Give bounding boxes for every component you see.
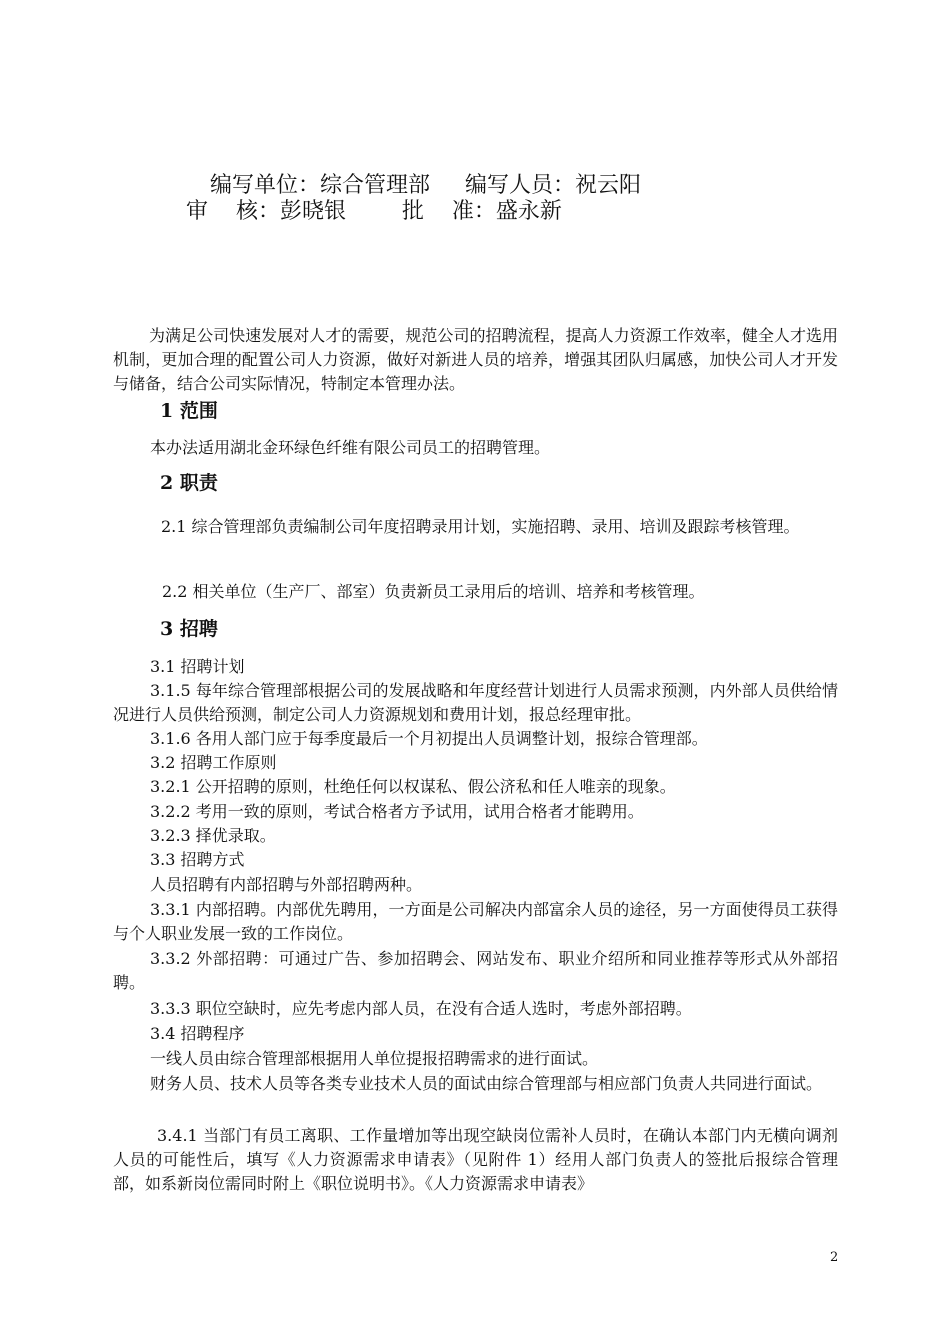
section-3-2-2-paragraph: 3.2.2 考用一致的原则，考试合格者方予试用，试用合格者才能聘用。 [150, 802, 644, 821]
section-2-2-paragraph: 2.2 相关单位（生产厂、部室）负责新员工录用后的培训、培养和考核管理。 [162, 582, 705, 601]
section-3-4-1-paragraph: 3.4.1 当部门有员工离职、工作量增加等出现空缺岗位需补人员时，在确认本部门内无横向调剂人员的可能性后，填写《人力资源需求申请表》（见附件 1）经用人部门负责人的签批后报综合管理部，如系新岗位需同时附上《职位说明书》。《人力资源需求申请表》 [113, 1126, 838, 1193]
section-3-2-title: 3.2 招聘工作原则 [150, 753, 277, 772]
section-1-body: 本办法适用湖北金环绿色纤维有限公司员工的招聘管理。 [150, 438, 551, 457]
section-3-heading: 3 招聘 [160, 618, 218, 640]
section-2-1-paragraph: 2.1 综合管理部负责编制公司年度招聘录用计划，实施招聘、录用、培训及跟踪考核管理。 [161, 517, 800, 536]
section-3-3-3-paragraph: 3.3.3 职位空缺时，应先考虑内部人员，在没有合适人选时，考虑外部招聘。 [150, 999, 692, 1018]
section-3-1-6-paragraph: 3.1.6 各用人部门应于每季度最后一个月初提出人员调整计划，报综合管理部。 [150, 729, 708, 748]
section-3-3-2-paragraph: 3.3.2 外部招聘：可通过广告、参加招聘会、网站发布、职业介绍所和同业推荐等形式从外部招聘。 [113, 949, 838, 992]
section-3-3-intro: 人员招聘有内部招聘与外部招聘两种。 [150, 875, 423, 894]
header-author-line: 编写单位：综合管理部 编写人员：祝云阳 [210, 173, 641, 198]
section-2-heading: 2 职责 [160, 472, 218, 494]
section-3-4-title: 3.4 招聘程序 [150, 1024, 245, 1043]
section-1-heading: 1 范围 [160, 400, 218, 422]
section-3-3-title: 3.3 招聘方式 [150, 850, 245, 869]
header-approval-line: 审 核：彭晓银 批 准：盛永新 [186, 199, 562, 224]
section-3-2-1-paragraph: 3.2.1 公开招聘的原则，杜绝任何以权谋私、假公济私和任人唯亲的现象。 [150, 777, 676, 796]
section-3-1-5-paragraph: 3.1.5 每年综合管理部根据公司的发展战略和年度经营计划进行人员需求预测，内外部人员供给情况进行人员供给预测，制定公司人力资源规划和费用计划，报总经理审批。 [113, 681, 838, 724]
intro-paragraph: 为满足公司快速发展对人才的需要，规范公司的招聘流程，提高人力资源工作效率，健全人才选用机制，更加合理的配置公司人力资源，做好对新进人员的培养，增强其团队归属感，加快公司人才开发与储备，结合公司实际情况，特制定本管理办法。 [113, 326, 838, 393]
section-3-3-1-paragraph: 3.3.1 内部招聘。内部优先聘用，一方面是公司解决内部富余人员的途径，另一方面使得员工获得与个人职业发展一致的工作岗位。 [113, 900, 838, 943]
section-3-2-3-paragraph: 3.2.3 择优录取。 [150, 826, 276, 845]
section-3-1-title: 3.1 招聘计划 [150, 657, 245, 676]
section-3-4-professional: 财务人员、技术人员等各类专业技术人员的面试由综合管理部与相应部门负责人共同进行面试。 [150, 1074, 823, 1093]
section-3-4-frontline: 一线人员由综合管理部根据用人单位提报招聘需求的进行面试。 [150, 1049, 599, 1068]
page-number: 2 [830, 1250, 839, 1265]
